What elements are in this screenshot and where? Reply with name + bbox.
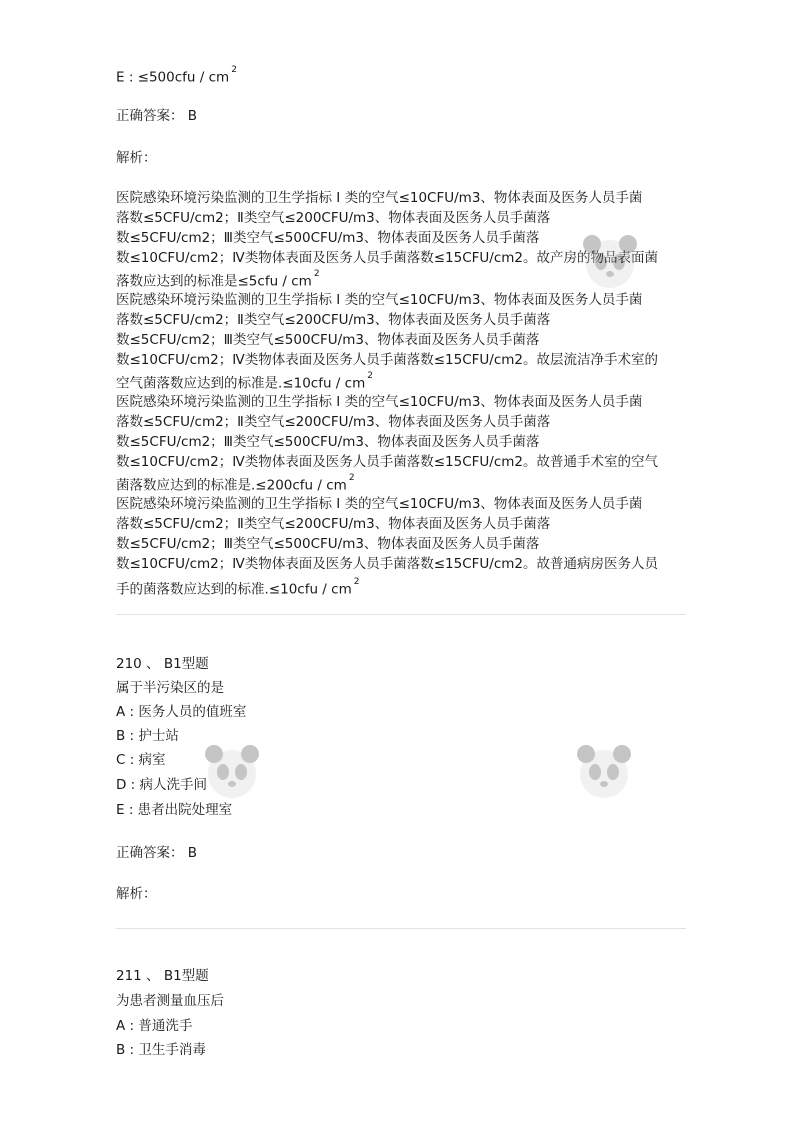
analysis-line: 落数≤5CFU/cm2；Ⅱ类空气≤200CFU/m3、物体表面及医务人员手菌落	[116, 516, 551, 532]
analysis-line: 医院感染环境污染监测的卫生学指标 I 类的空气≤10CFU/m3、物体表面及医务人员手菌	[116, 292, 643, 308]
option-e: E : ≤500cfu / cm $^2$	[116, 65, 237, 86]
analysis-line: 数≤5CFU/cm2；Ⅲ类空气≤500CFU/m3、物体表面及医务人员手菌落	[116, 230, 540, 246]
analysis-label: 解析：	[116, 150, 157, 166]
option-b: B : 护士站	[116, 728, 179, 744]
analysis-line: 菌落数应达到的标准是.≤200cfu / cm $^2$	[116, 473, 355, 494]
analysis-line: 空气菌落数应达到的标准是.≤10cfu / cm $^2$	[116, 371, 373, 392]
analysis-line: 落数≤5CFU/cm2；Ⅱ类空气≤200CFU/m3、物体表面及医务人员手菌落	[116, 414, 551, 430]
analysis-line: 数≤10CFU/cm2；Ⅳ类物体表面及医务人员手菌落数≤15CFU/cm2。故层流洁净手术室的	[116, 352, 659, 368]
analysis-line: 数≤5CFU/cm2；Ⅲ类空气≤500CFU/m3、物体表面及医务人员手菌落	[116, 332, 540, 348]
question-header: 211 、 B1型题	[116, 968, 209, 984]
option-a: A : 普通洗手	[116, 1018, 193, 1034]
analysis-line: 医院感染环境污染监测的卫生学指标 I 类的空气≤10CFU/m3、物体表面及医务人员手菌	[116, 190, 643, 206]
document-page	[116, 0, 686, 1132]
correct-answer: 正确答案： B	[116, 108, 198, 124]
section-divider	[116, 928, 686, 929]
section-divider	[116, 614, 686, 615]
analysis-line: 手的菌落数应达到的标准.≤10cfu / cm $^2$	[116, 577, 360, 598]
question-stem: 属于半污染区的是	[116, 680, 224, 696]
option-c: C : 病室	[116, 752, 166, 768]
question-stem: 为患者测量血压后	[116, 993, 224, 1009]
analysis-line: 落数≤5CFU/cm2；Ⅱ类空气≤200CFU/m3、物体表面及医务人员手菌落	[116, 312, 551, 328]
option-e: E : 患者出院处理室	[116, 802, 233, 818]
analysis-line: 落数≤5CFU/cm2；Ⅱ类空气≤200CFU/m3、物体表面及医务人员手菌落	[116, 210, 551, 226]
analysis-line: 数≤10CFU/cm2；Ⅳ类物体表面及医务人员手菌落数≤15CFU/cm2。故产房的物品表面菌	[116, 250, 659, 266]
analysis-line: 医院感染环境污染监测的卫生学指标 I 类的空气≤10CFU/m3、物体表面及医务人员手菌	[116, 496, 643, 512]
analysis-label: 解析：	[116, 886, 157, 902]
option-d: D : 病人洗手间	[116, 777, 208, 793]
analysis-line: 落数应达到的标准是≤5cfu / cm $^2$	[116, 269, 320, 290]
correct-answer: 正确答案： B	[116, 845, 198, 861]
option-a: A : 医务人员的值班室	[116, 704, 247, 720]
question-header: 210 、 B1型题	[116, 656, 209, 672]
analysis-line: 数≤5CFU/cm2；Ⅲ类空气≤500CFU/m3、物体表面及医务人员手菌落	[116, 536, 540, 552]
analysis-line: 数≤10CFU/cm2；Ⅳ类物体表面及医务人员手菌落数≤15CFU/cm2。故普通手术室的空气	[116, 454, 659, 470]
option-b: B : 卫生手消毒	[116, 1042, 206, 1058]
analysis-line: 医院感染环境污染监测的卫生学指标 I 类的空气≤10CFU/m3、物体表面及医务人员手菌	[116, 394, 643, 410]
analysis-line: 数≤5CFU/cm2；Ⅲ类空气≤500CFU/m3、物体表面及医务人员手菌落	[116, 434, 540, 450]
analysis-line: 数≤10CFU/cm2；Ⅳ类物体表面及医务人员手菌落数≤15CFU/cm2。故普通病房医务人员	[116, 556, 659, 572]
